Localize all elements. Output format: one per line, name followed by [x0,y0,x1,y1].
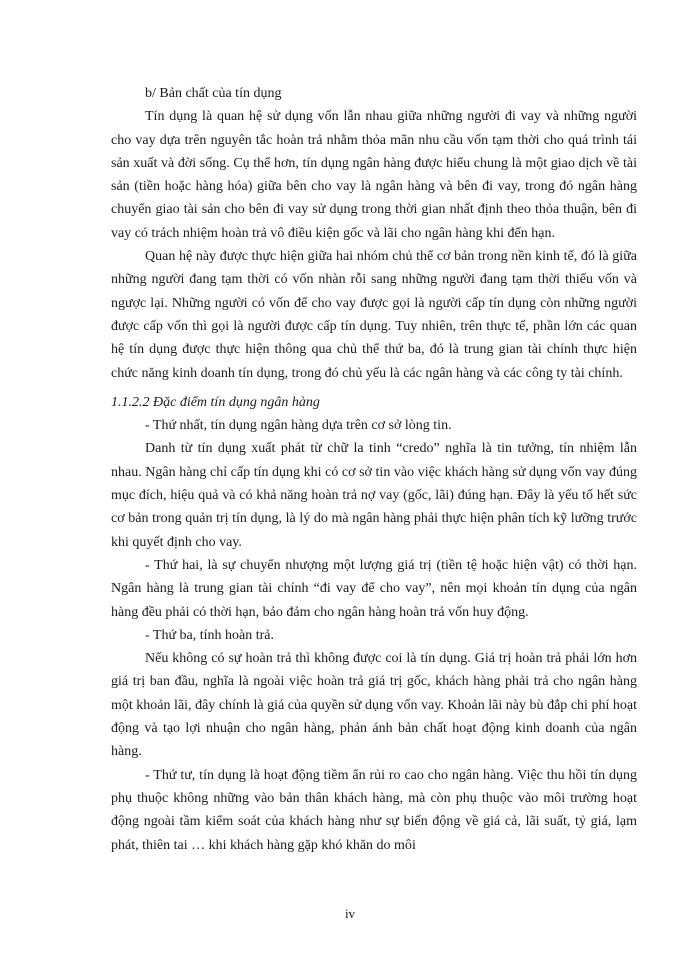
list-item-third-body: Nếu không có sự hoàn trả thì không được coi là tín dụng. Giá trị hoàn trả phải lớn hơn giá trị ban đầu, nghĩa là ngoài việc hoàn trả giá trị gốc, khách hàng phải trả cho ngân hàng một khoản lãi, đây chính là giá của quyền sử dụng vốn vay. Khoản lãi này bù đắp chi phí hoạt động và tạo lợi nhuận cho ngân hàng, phản ánh bản chất hoạt động kinh doanh của ngân hàng. [111,651,637,760]
list-item-third-title: - Thứ ba, tính hoàn trả. [145,627,275,643]
list-item-first-body: Danh từ tín dụng xuất phát từ chữ la tinh “credo” nghĩa là tin tưởng, tín nhiệm lẫn nhau. Ngân hàng chỉ cấp tín dụng khi có cơ sở tin vào việc khách hàng sử dụng vốn vay đúng mục đích, hiệu quả và có khả năng hoàn trả nợ vay (gốc, lãi) đúng hạn. Đây là yếu tố hết sức cơ bản trong quản trị tín dụng, là lý do mà ngân hàng phải thực hiện phân tích kỹ lưỡng trước khi quyết định cho vay. [111,441,637,550]
list-item-second: - Thứ hai, là sự chuyển nhượng một lượng giá trị (tiền tệ hoặc hiện vật) có thời hạn. Ngân hàng là trung gian tài chính “đi vay để cho vay”, nên mọi khoản tín dụng của ngân hàng đều phải có thời hạn, bảo đảm cho ngân hàng hoàn trả vốn huy động. [111,557,637,620]
list-item-fourth: - Thứ tư, tín dụng là hoạt động tiềm ẩn rủi ro cao cho ngân hàng. Việc thu hồi tín dụng phụ thuộc không những vào bản thân khách hàng, mà còn phụ thuộc vào môi trường hoạt động ngoài tầm kiểm soát của khách hàng như sự biến động về giá cả, lãi suất, tỷ giá, lạm phát, thiên tai … khi khách hàng gặp khó khăn do môi [111,767,637,853]
list-item-first-title: - Thứ nhất, tín dụng ngân hàng dựa trên cơ sở lòng tin. [145,418,452,434]
paragraph-relationship: Quan hệ này được thực hiện giữa hai nhóm chủ thể cơ bản trong nền kinh tế, đó là giữa những người đang tạm thời có vốn nhàn rỗi sang những người đang tạm thời thiếu vốn và ngược lại. Những người có vốn để cho vay được gọi là người cấp tín dụng còn những người được cấp vốn thì gọi là người được cấp tín dụng. Tuy nhiên, trên thực tế, phần lớn các quan hệ tín dụng được thực hiện thông qua chủ thể thứ ba, đó là trung gian tài chính thực hiện chức năng kinh doanh tín dụng, trong đó chủ yếu là các ngân hàng và các công ty tài chính. [111,249,637,381]
paragraph-definition: Tín dụng là quan hệ sử dụng vốn lẫn nhau giữa những người đi vay và những người cho vay dựa trên nguyên tắc hoàn trả nhằm thỏa mãn nhu cầu vốn tạm thời cho quá trình tái sản xuất và đời sống. Cụ thể hơn, tín dụng ngân hàng được hiểu chung là một giao dịch về tài sản (tiền hoặc hàng hóa) giữa bên cho vay là ngân hàng và bên đi vay, trong đó ngân hàng chuyển giao tài sản cho bên đi vay sử dụng trong thời gian nhất định theo thỏa thuận, bên đi vay có trách nhiệm hoàn trả vô điều kiện gốc và lãi cho ngân hàng khi đến hạn. [111,109,637,241]
subheading-ban-chat: b/ Bản chất của tín dụng [145,86,282,101]
page-number: iv [344,906,356,921]
section-heading-dac-diem: 1.1.2.2 Đặc điểm tín dụng ngân hàng [111,394,320,410]
document-body [111,82,637,857]
